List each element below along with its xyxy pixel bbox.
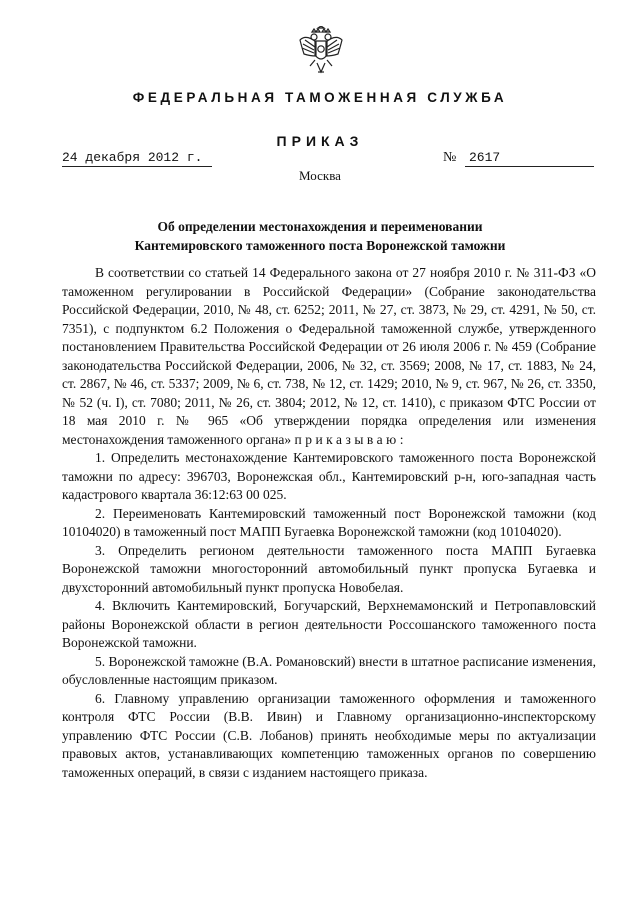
document-title bbox=[60, 217, 580, 255]
item-3: 3. Определить регионом деятельности таможенного поста МАПП Бугаевка Воронежской таможни многосторонний автомобильный пункт пропуска Бугаевка и двухсторонний автомобильный пункт пропуска Новобелая. bbox=[62, 542, 596, 595]
item-2: 2. Переименовать Кантемировский таможенный пост Воронежской таможни (код 10104020) в таможенный пост МАПП Бугаевка Воронежской таможни (код 10104020). bbox=[62, 505, 596, 539]
item-5: 5. Воронежской таможне (В.А. Романовский) внести в штатное расписание изменения, обусловленные настоящим приказом. bbox=[62, 653, 596, 687]
title-line-1: Об определении местонахождения и переименовании bbox=[157, 219, 483, 234]
document-type: ПРИКАЗ bbox=[276, 133, 364, 149]
item-6: 6. Главному управлению организации таможенного оформления и таможенного контроля ФТС России (В.В. Ивин) и Главному организационно-инспекторскому управлению ФТС России (С.В. Лобанов) принять необходимые меры по актуализации правовых актов, устанавливающих компетенцию таможенных органов по совершению таможенных операций, в связи с изданием настоящего приказа. bbox=[62, 690, 596, 780]
order-number: 2617 bbox=[465, 150, 594, 167]
preamble-text: В соответствии со статьей 14 Федерального закона от 27 ноября 2010 г. № 311-ФЗ «О таможенном регулировании в Российской Федерации» (Собрание законодательства Российской Федерации, 2010, № 48, ст. 6252; 2011, № 27, ст. 3873, № 29, ст. 4291, № 50, ст. 7351), с подпунктом 6.2 Положения о Федеральной таможенной службе, утвержденного постановлением Правительства Российской Федерации от 26 июля 2006 г. № 459 (Собрание законодательства Российской Федерации, 2006, № 32, ст. 3569; 2008, № 17, ст. 1883, № 24, ст. 2867, № 46, ст. 5337; 2009, № 6, ст. 738, № 12, ст. 1429; 2010, № 9, ст. 967, № 26, ст. 3350, № 52 (ч. I), ст. 7080; 2011, № 26, ст. 3804; 2012, № 12, ст. 1410), с приказом ФТС России от 18 мая 2010 г. № 965 «Об утверждении порядка определения или изменения местонахождения таможенного органа» bbox=[62, 265, 596, 447]
double-headed-eagle-emblem-icon bbox=[298, 26, 344, 78]
item-1: 1. Определить местонахождение Кантемировского таможенного поста Воронежской таможни по адресу: 396703, Воронежская обл., Кантемировский р-н, юго-западная часть кадастрового квартала 36:12:63 00 025. bbox=[62, 450, 596, 502]
number-label: № bbox=[443, 150, 457, 165]
city: Москва bbox=[299, 168, 341, 183]
title-line-2: Кантемировского таможенного поста Воронежской таможни bbox=[134, 238, 506, 253]
order-word: приказываю: bbox=[294, 431, 407, 447]
item-4: 4. Включить Кантемировский, Богучарский, Верхнемамонский и Петропавловский районы Воронежской области в регион деятельности Россошанского таможенного поста Воронежской таможни. bbox=[62, 598, 596, 650]
agency-name: ФЕДЕРАЛЬНАЯ ТАМОЖЕННАЯ СЛУЖБА bbox=[132, 90, 508, 105]
order-date: 24 декабря 2012 г. bbox=[62, 150, 212, 167]
document-body bbox=[62, 264, 596, 782]
preamble-paragraph bbox=[62, 264, 596, 449]
